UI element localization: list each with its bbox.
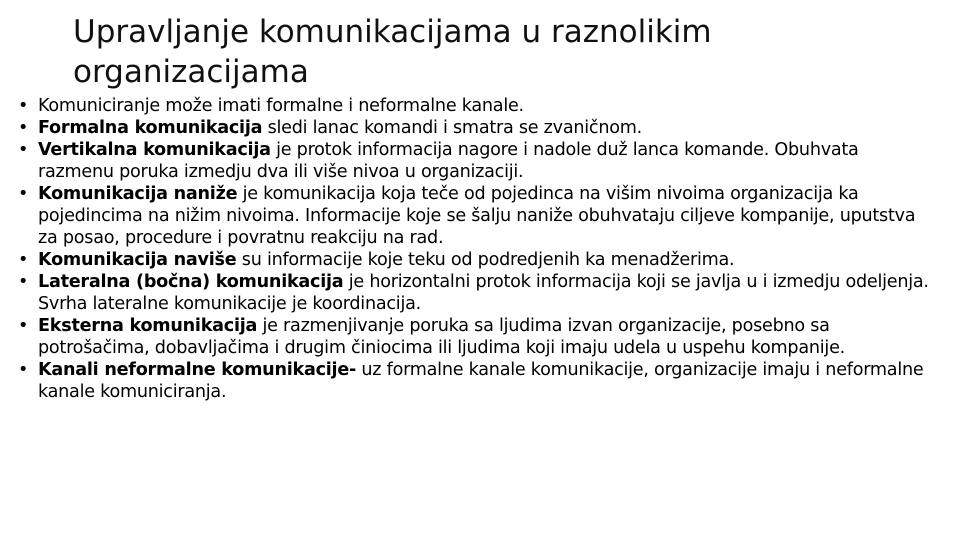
bullet-bold: Eksterna komunikacija — [38, 316, 258, 336]
bullet-text: je razmenjivanje poruka sa ljudima izvan organizacije, posebno sa potrošačima, dobavljačima i drugim činiocima ili ljudima koji imaju udela u uspehu kompanije. — [38, 316, 845, 358]
bullet-item — [18, 315, 938, 359]
slide-title: Upravljanje komunikacijama u raznolikim organizacijama — [73, 14, 712, 90]
bullet-text: je protok informacija nagore i nadole duž lanca komande. Obuhvata razmenu poruka izmedju dva ili više nivoa u organizaciji. — [38, 140, 859, 182]
bullet-text: je horizontalni protok informacija koji se javlja u i izmedju odeljenja. Svrha lateralne komunikacije je koordinacija. — [38, 272, 929, 314]
bullet-list — [18, 95, 938, 403]
bullet-item — [18, 249, 938, 271]
bullet-item — [18, 359, 938, 403]
bullet-bold: Formalna komunikacija — [38, 118, 263, 138]
bullet-text: sledi lanac komandi i smatra se zvaničnom. — [262, 118, 642, 138]
bullet-bold: Vertikalna komunikacija — [38, 140, 271, 160]
bullet-bold: Komunikacija naviše — [38, 250, 237, 270]
bullet-item — [18, 183, 938, 249]
bullet-text: su informacije koje teku od podredjenih ka menadžerima. — [236, 250, 735, 270]
bullet-item — [18, 139, 938, 183]
bullet-text: je komunikacija koja teče od pojedinca na višim nivoima organizacija ka pojedincima na nižim nivoima. Informacije koje se šalju naniže obuhvataju ciljeve kompanije, uputstva za posao, procedure i povratnu reakciju na rad. — [38, 184, 916, 248]
bullet-item — [18, 117, 938, 139]
bullet-bold: Komunikacija naniže — [38, 184, 238, 204]
bullet-item — [18, 271, 938, 315]
bullet-text: uz formalne kanale komunikacije, organizacije imaju i neformalne kanale komuniciranja. — [38, 360, 924, 402]
bullet-bold: Lateralna (bočna) komunikacija — [38, 272, 344, 292]
bullet-text: Komuniciranje može imati formalne i neformalne kanale. — [38, 96, 524, 116]
bullet-bold: Kanali neformalne komunikacije- — [38, 360, 357, 380]
bullet-item — [18, 95, 938, 117]
